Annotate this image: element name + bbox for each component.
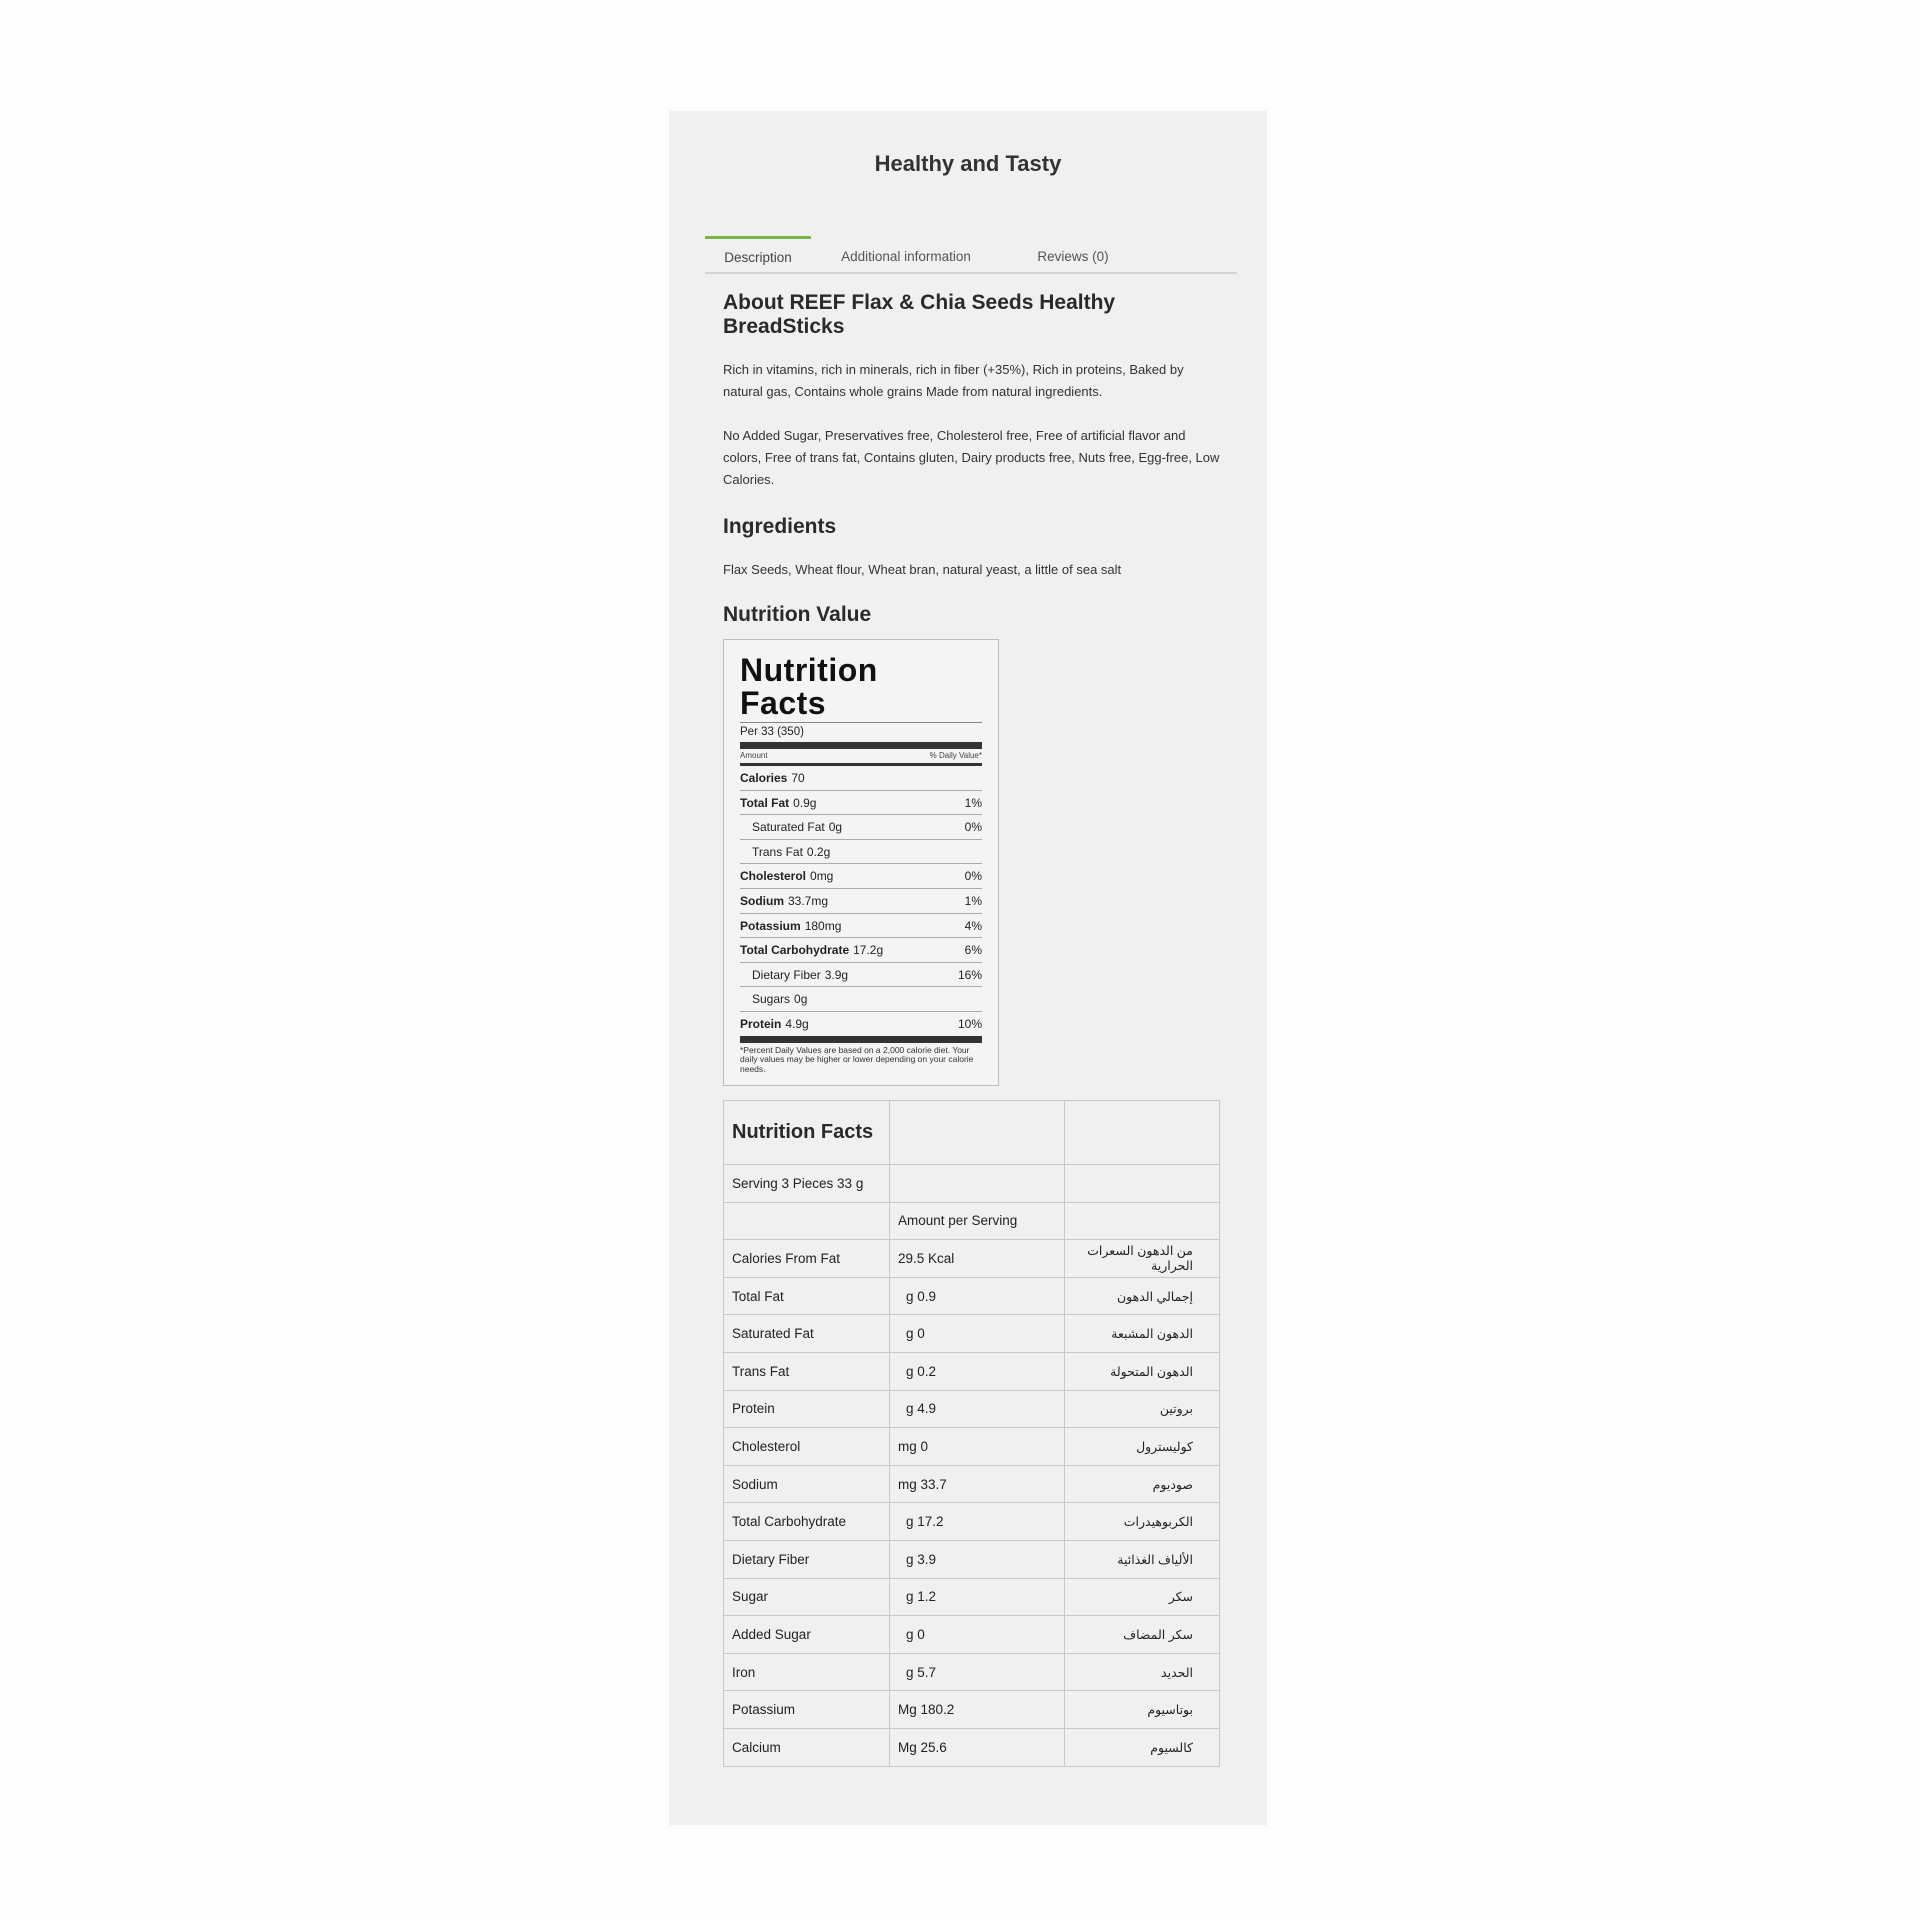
table-cell (890, 1101, 1065, 1165)
page-title: Healthy and Tasty (874, 151, 1062, 176)
table-nutrient-ar: بروتين (1065, 1390, 1220, 1428)
label-row-nutrient (740, 864, 833, 888)
label-row-dv: 1% (964, 795, 982, 810)
table-nutrient-ar: كوليسترول (1065, 1428, 1220, 1466)
label-footnote: *Percent Daily Values are based on a 2,000 calorie diet. Your daily values may be higher or lower depending on your calorie needs. (740, 1044, 974, 1074)
label-row-nutrient (740, 987, 807, 1011)
table-amount: g 1.2 (890, 1578, 1065, 1616)
label-row-name: Cholesterol (740, 869, 807, 884)
table-cell (724, 1202, 890, 1240)
table-header-row (724, 1202, 1220, 1240)
table-nutrient-en: Added Sugar (724, 1616, 890, 1654)
table-nutrient-en: Dietary Fiber (724, 1540, 890, 1578)
label-title-line2: Facts (740, 685, 827, 721)
table-row (724, 1390, 1220, 1428)
table-row (724, 1465, 1220, 1503)
table-row (724, 1503, 1220, 1541)
label-row-name: Total Carbohydrate (740, 943, 850, 958)
label-row-value: 0.2g (806, 844, 831, 859)
table-cell (1065, 1101, 1220, 1165)
table-serving-row (724, 1165, 1220, 1203)
label-row (740, 963, 982, 988)
table-nutrient-en: Total Fat (724, 1277, 890, 1315)
label-thick-bar (740, 742, 982, 749)
label-row (740, 938, 982, 963)
table-nutrient-ar: الكربوهيدرات (1065, 1503, 1220, 1541)
table-cell (724, 1101, 890, 1165)
table-nutrient-ar: كالسيوم (1065, 1728, 1220, 1766)
table-nutrient-en: Iron (724, 1653, 890, 1691)
table-nutrient-ar: من الدهون السعرات الحرارية (1065, 1240, 1220, 1278)
ingredients-heading: Ingredients (723, 515, 837, 538)
label-row-name: Dietary Fiber (752, 967, 821, 982)
label-rows (740, 766, 982, 1036)
label-row-dv: 1% (964, 893, 982, 908)
table-nutrient-en: Potassium (724, 1691, 890, 1729)
nutrition-facts-label (723, 639, 999, 1086)
label-row-nutrient (740, 889, 828, 913)
table-nutrient-en: Sodium (724, 1465, 890, 1503)
label-row-nutrient (740, 1012, 809, 1036)
table-row (724, 1315, 1220, 1353)
label-row-value: 33.7mg (788, 893, 829, 908)
table-amount: g 0.2 (890, 1352, 1065, 1390)
label-serving: Per 33 (350) (740, 726, 804, 738)
table-amount: g 3.9 (890, 1540, 1065, 1578)
table-nutrient-en: Calcium (724, 1728, 890, 1766)
label-divider (740, 722, 982, 723)
about-heading: About REEF Flax & Chia Seeds Healthy BreadSticks (723, 291, 1116, 338)
label-row-name: Saturated Fat (752, 820, 825, 835)
tab-additional-information[interactable]: Additional information (841, 249, 971, 264)
label-row-value: 17.2g (853, 943, 884, 958)
label-row (740, 815, 982, 840)
label-row-dv: 16% (957, 967, 982, 982)
nutrition-table (723, 1100, 1220, 1767)
table-nutrient-en: Sugar (724, 1578, 890, 1616)
table-row (724, 1277, 1220, 1315)
label-row-nutrient (740, 840, 830, 864)
table-cell (890, 1165, 1065, 1203)
table-nutrient-en: Protein (724, 1390, 890, 1428)
label-header-row (740, 749, 982, 763)
table-serving: Serving 3 Pieces 33 g (724, 1165, 890, 1203)
table-nutrient-ar: بوتاسيوم (1065, 1691, 1220, 1729)
label-row-name: Total Fat (740, 795, 790, 810)
label-row (740, 889, 982, 914)
label-row-dv: 6% (964, 943, 982, 958)
table-nutrient-en: Total Carbohydrate (724, 1503, 890, 1541)
label-row-dv: 0% (964, 869, 982, 884)
table-amount: g 0.9 (890, 1277, 1065, 1315)
table-cell (1065, 1202, 1220, 1240)
table-row (724, 1240, 1220, 1278)
table-amount: mg 0 (890, 1428, 1065, 1466)
label-row-nutrient (740, 766, 805, 790)
label-row (740, 766, 982, 791)
label-amount-header: Amount (740, 751, 768, 760)
table-row (724, 1578, 1220, 1616)
table-nutrient-en: Trans Fat (724, 1352, 890, 1390)
about-paragraph-2: No Added Sugar, Preservatives free, Cholesterol free, Free of artificial flavor and colors, Free of trans fat, Contains gluten, Dairy products free, Nuts free, Egg-free, Low Calories. (723, 428, 1220, 487)
description-content (723, 291, 1223, 627)
table-row (724, 1728, 1220, 1766)
label-dv-header: % Daily Value* (929, 751, 982, 760)
table-amount: g 17.2 (890, 1503, 1065, 1541)
tab-description[interactable]: Description (705, 236, 811, 275)
label-row-nutrient (740, 815, 842, 839)
label-row (740, 987, 982, 1012)
tab-reviews[interactable]: Reviews (0) (1037, 249, 1109, 264)
ingredients-text: Flax Seeds, Wheat flour, Wheat bran, natural yeast, a little of sea salt (723, 562, 1122, 577)
label-title-line1: Nutrition (740, 652, 878, 688)
table-nutrient-en: Calories From Fat (724, 1240, 890, 1278)
product-card (669, 111, 1267, 1825)
label-row-nutrient (740, 914, 841, 938)
label-row-value: 0mg (810, 869, 834, 884)
label-row-value: 3.9g (824, 967, 849, 982)
label-row (740, 914, 982, 939)
label-row-dv: 10% (957, 1016, 982, 1031)
table-nutrient-ar: صوديوم (1065, 1465, 1220, 1503)
label-row (740, 791, 982, 816)
label-row-value: 0.9g (793, 795, 817, 810)
label-row-dv: 0% (964, 820, 982, 835)
table-amount: g 0 (890, 1616, 1065, 1654)
table-amount: g 4.9 (890, 1390, 1065, 1428)
label-row-name: Sugars (752, 992, 791, 1007)
table-nutrient-ar: الدهون المشبعة (1065, 1315, 1220, 1353)
label-row-name: Potassium (740, 918, 801, 933)
nutrition-value-heading: Nutrition Value (723, 603, 872, 626)
label-row (740, 1012, 982, 1036)
table-title: Nutrition Facts (732, 1121, 874, 1143)
table-amount: g 0 (890, 1315, 1065, 1353)
label-row-name: Calories (740, 771, 788, 785)
table-row (724, 1428, 1220, 1466)
table-row (724, 1540, 1220, 1578)
label-row-value: 4.9g (785, 1016, 809, 1031)
table-amount: mg 33.7 (890, 1465, 1065, 1503)
about-paragraph-1: Rich in vitamins, rich in minerals, rich in fiber (+35%), Rich in proteins, Baked by natural gas, Contains whole grains Made from natural ingredients. (723, 362, 1184, 399)
label-bottom-bar (740, 1036, 982, 1043)
label-title (740, 654, 982, 720)
table-nutrient-ar: الألياف الغذائية (1065, 1540, 1220, 1578)
table-nutrient-ar: سكر (1065, 1578, 1220, 1616)
label-row-name: Sodium (740, 893, 784, 908)
table-amount: Mg 180.2 (890, 1691, 1065, 1729)
label-row-nutrient (740, 963, 848, 987)
table-amount-header: Amount per Serving (890, 1202, 1065, 1240)
label-row-value: 0g (794, 992, 808, 1007)
label-row-value: 0g (828, 820, 843, 835)
table-amount: Mg 25.6 (890, 1728, 1065, 1766)
table-row (724, 1691, 1220, 1729)
table-nutrient-en: Cholesterol (724, 1428, 890, 1466)
table-cell (1065, 1165, 1220, 1203)
table-title-row (724, 1101, 1220, 1165)
table-nutrient-ar: الحديد (1065, 1653, 1220, 1691)
label-row-name: Trans Fat (752, 844, 803, 859)
table-row (724, 1352, 1220, 1390)
table-row (724, 1653, 1220, 1691)
table-nutrient-en: Saturated Fat (724, 1315, 890, 1353)
label-row (740, 840, 982, 865)
label-row-nutrient (740, 938, 883, 962)
table-amount: 29.5 Kcal (890, 1240, 1065, 1278)
label-row-name: Protein (740, 1016, 782, 1031)
tab-bar (705, 236, 1237, 274)
table-nutrient-ar: الدهون المتحولة (1065, 1352, 1220, 1390)
table-amount: g 5.7 (890, 1653, 1065, 1691)
table-nutrient-ar: إجمالي الدهون (1065, 1277, 1220, 1315)
label-row-dv: 4% (964, 918, 982, 933)
table-row (724, 1616, 1220, 1654)
label-row (740, 864, 982, 889)
table-nutrient-ar: سكر المضاف (1065, 1616, 1220, 1654)
label-row-value: 180mg (804, 918, 842, 933)
label-row-nutrient (740, 791, 816, 815)
label-row-value: 70 (791, 771, 805, 785)
